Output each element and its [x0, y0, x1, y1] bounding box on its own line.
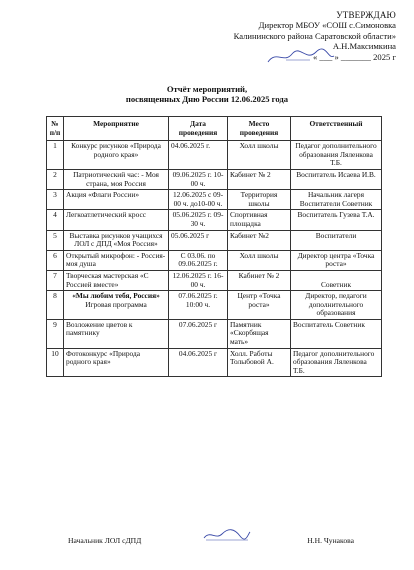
row-place: Территория школы: [228, 190, 291, 210]
table-row: [47, 169, 382, 189]
row-place: Холл. Работы Толыбовой А.: [228, 348, 291, 377]
row-event: Конкурс рисунков «Природа родного края»: [64, 141, 169, 170]
row-date: 12.06.2025 г. 16-00 ч.: [169, 270, 228, 290]
row-event: Творческая мастерская «С Россией вместе»: [64, 270, 169, 290]
row-event: Патриотический час: - Моя страна, моя Россия: [64, 169, 169, 189]
row-date: 05.06.2025 г. 09-30 ч.: [169, 210, 228, 230]
row-number: 10: [47, 348, 64, 377]
row-number: 1: [47, 141, 64, 170]
row-event: Фотоконкурс «Природа родного края»: [64, 348, 169, 377]
events-table: [46, 116, 382, 377]
row-place: Холл школы: [228, 250, 291, 270]
table-row: [47, 348, 382, 377]
row-date: 07.06.2025 г. 10:00 ч.: [169, 291, 228, 320]
table-row: [47, 319, 382, 348]
row-responsible: Воспитатель Исаева И.В.: [291, 169, 382, 189]
row-place: Центр «Точка роста»: [228, 291, 291, 320]
row-place: Кабинет №2: [228, 230, 291, 250]
table-row: [47, 270, 382, 290]
row-place: Кабинет № 2: [228, 270, 291, 290]
row-responsible: Воспитатель Гузева Т.А.: [291, 210, 382, 230]
footer-position: Начальник ЛОЛ сДПД: [68, 536, 142, 545]
row-event: Игровая программа: [85, 299, 147, 309]
approval-heading: УТВЕРЖДАЮ: [336, 10, 396, 20]
table-row: [47, 250, 382, 270]
row-number: 7: [47, 270, 64, 290]
row-date: 09.06.2025 г. 10-00 ч.: [169, 169, 228, 189]
head-signature: [202, 526, 252, 544]
table-row: [47, 210, 382, 230]
row-place: Холл школы: [228, 141, 291, 170]
table-row: [47, 291, 382, 320]
table-row: [47, 190, 382, 210]
row-responsible: Воспитатель Советник: [291, 319, 382, 348]
header-date: Дата проведения: [169, 117, 228, 141]
row-number: 3: [47, 190, 64, 210]
row-event: Открытый микрофон: - Россия- моя душа: [64, 250, 169, 270]
row-number: 2: [47, 169, 64, 189]
row-event: Акция «Флаги России»: [64, 190, 169, 210]
row-date: 07.06.2025 г: [169, 319, 228, 348]
table-header-row: [47, 117, 382, 141]
footer-name: Н.Н. Чунакова: [307, 536, 354, 545]
row-responsible: Педагог дополнительного образования Ляленкова Т.Б.: [291, 141, 382, 170]
row-date: 04.06.2025 г: [169, 348, 228, 377]
row-responsible: Начальник лагеря Воспитатели Советник: [291, 190, 382, 210]
row-number: 6: [47, 250, 64, 270]
row-number: 8: [47, 291, 64, 320]
row-date: С 03.06. по 09.06.2025 г.: [169, 250, 228, 270]
approval-line-2: Калининского района Саратовской области»: [233, 30, 396, 41]
table-row: [47, 141, 382, 170]
report-title: [0, 84, 414, 105]
row-place: Спортивная площадка: [228, 210, 291, 230]
title-line-1: Отчёт мероприятий,: [166, 84, 248, 94]
director-signature: [266, 48, 336, 66]
header-event: Мероприятие: [64, 117, 169, 141]
row-responsible: Советник: [291, 270, 382, 290]
row-date: 04.06.2025 г.: [169, 141, 228, 170]
row-responsible: Педагог дополнительного образования Ляленкова Т.Б.: [291, 348, 382, 377]
row-responsible: Воспитатели: [291, 230, 382, 250]
row-event: Легкоатлетический кросс: [64, 210, 169, 230]
header-responsible: Ответственный: [291, 117, 382, 141]
header-number: № п/п: [47, 117, 64, 141]
approval-date-line: « ___ » _______ 2025 г: [312, 51, 396, 62]
row-event: Выставка рисунков учащихся ЛОЛ с ДПД «Моя Россия»: [64, 230, 169, 250]
row-responsible: Директор, педагоги дополнительного образования: [291, 291, 382, 320]
row-event: Возложение цветов к памятнику: [64, 319, 169, 348]
row-number: 9: [47, 319, 64, 348]
row-date: 05.06.2025 г: [169, 230, 228, 250]
header-place: Место проведения: [228, 117, 291, 141]
row-responsible: Директор центра «Точка роста»: [291, 250, 382, 270]
row-place: Памятник «Скорбящая мать»: [228, 319, 291, 348]
approval-line-3: А.Н.Максимкина: [332, 41, 396, 52]
row-event-cell: [64, 291, 169, 320]
row-date: 12.06.2025 с 09-00 ч. до10-00 ч.: [169, 190, 228, 210]
row-number: 5: [47, 230, 64, 250]
row-number: 4: [47, 210, 64, 230]
approval-line-1: Директор МБОУ «СОШ с.Симоновка: [258, 20, 396, 31]
row-event-title: «Мы любим тебя, Россия»: [72, 291, 160, 301]
table-row: [47, 230, 382, 250]
title-line-2: посвященных Дню России 12.06.2025 года: [125, 94, 289, 105]
row-place: Кабинет № 2: [228, 169, 291, 189]
